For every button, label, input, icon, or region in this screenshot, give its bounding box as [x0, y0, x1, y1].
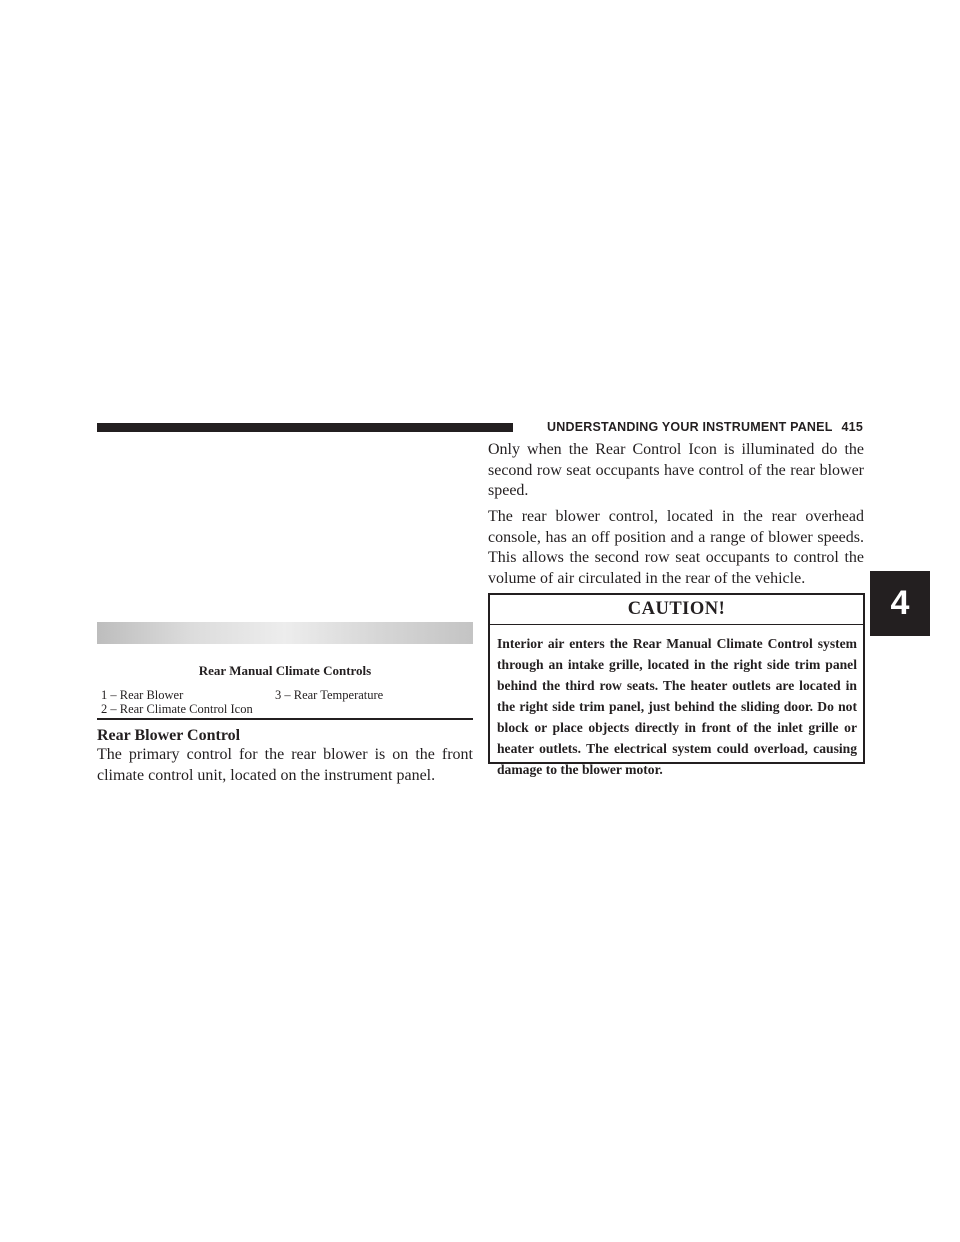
page-number: 415 [841, 420, 863, 434]
legend-row [101, 702, 473, 716]
caution-text: Interior air enters the Rear Manual Climate Control system through an intake grille, located in the right side trim panel behind the third row seats. The heater outlets are located in the right side trim panel, just behind the sliding door. Do not block or place objects directly in front of the inlet grille or heater outlets. The electrical system could overload, causing damage to the blower motor. [497, 636, 857, 777]
left-paragraph: The primary control for the rear blower is on the front climate control unit, located on the instrument panel. [97, 746, 473, 784]
figure-legend [101, 688, 473, 716]
figure-caption: Rear Manual Climate Controls [198, 663, 372, 678]
right-paragraph-1: Only when the Rear Control Icon is illuminated do the second row seat occupants have control of the rear blower speed. [488, 441, 864, 499]
legend-item: 2 – Rear Climate Control Icon [101, 702, 253, 716]
caution-title: CAUTION! [490, 595, 863, 625]
header-bar [97, 423, 513, 432]
section-heading: Rear Blower Control [97, 727, 241, 744]
right-paragraph-2: The rear blower control, located in the rear overhead console, has an off position and a range of blower speeds. This allows the second row seat occupants to control the volume of air circulated in the rear of the vehicle. [488, 508, 864, 587]
header-title: UNDERSTANDING YOUR INSTRUMENT PANEL [547, 420, 833, 434]
figure-image-strip [97, 622, 473, 644]
running-header [520, 418, 863, 436]
legend-row [101, 688, 473, 702]
caution-box [488, 593, 865, 777]
legend-divider [97, 718, 473, 720]
chapter-tab: 4 [870, 571, 930, 636]
legend-item: 1 – Rear Blower [101, 688, 184, 702]
legend-item: 3 – Rear Temperature [275, 688, 384, 702]
